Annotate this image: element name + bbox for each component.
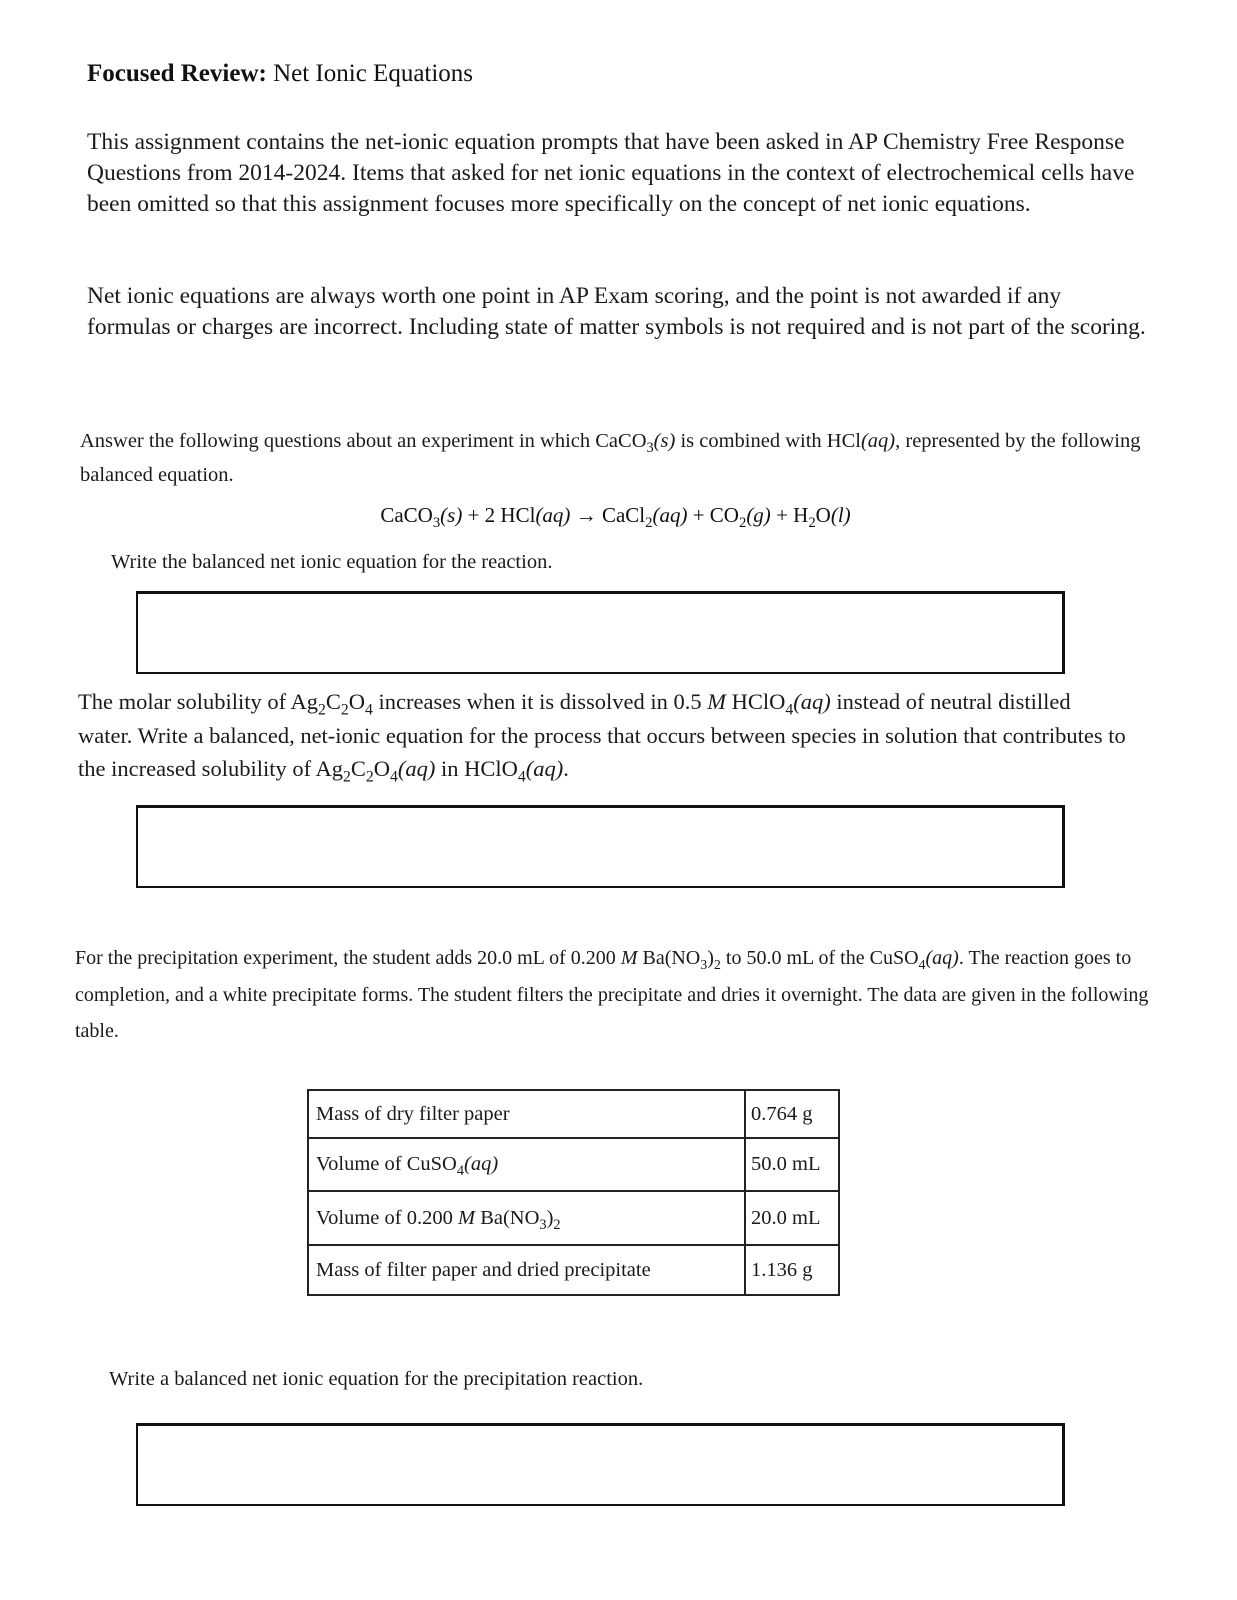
table-row (308, 1191, 839, 1245)
page-title (87, 60, 473, 88)
formula-ag2c2o4-aq: $Ag_2C_2O_4(aq)$ (315, 756, 436, 786)
table-cell-label: Mass of filter paper and dried precipitate (308, 1245, 745, 1295)
page-title-rest: Net Ionic Equations (266, 60, 474, 87)
answer-box-3[interactable] (136, 1423, 1065, 1506)
answer-input-1[interactable] (138, 594, 1062, 672)
reaction-arrow-icon: → (570, 503, 602, 527)
answer-input-3[interactable] (138, 1426, 1062, 1504)
question-3-stem: For the precipitation experiment, the student adds 20.0 mL of 0.200 M $Ba(NO_3)_2$ to 50.0 mL of the CuSO$_4$(aq). The reaction goes to completion, and a white precipitate forms. The student filters the precipitate and dries it overnight. The data are given in the following table. (75, 947, 1149, 1042)
table-cell-value: 50.0 mL (745, 1138, 839, 1191)
question-3-prompt: Write a balanced net ionic equation for the precipitation reaction. (109, 1368, 644, 1390)
formula-caco3: CaCO$_3$(s) (595, 430, 676, 457)
balanced-equation: CaCO$_3$(s) + 2 HCl(aq) → CaCl$_2$(aq) + $CO_2(g) + H_2O(l)$ (380, 503, 851, 532)
formula-cuso4: CuSO$_4$(aq) (869, 947, 959, 973)
table-cell-label: Volume of CuSO$_4$(aq) (308, 1138, 745, 1191)
question-1-prompt: Write the balanced net ionic equation for the reaction. (111, 551, 553, 573)
intro-paragraph-2: Net ionic equations are always worth one point in AP Exam scoring, and the point is not awarded if any formulas or charges are incorrect. Including state of matter symbols is not required and is not part of the scoring. (87, 283, 1146, 340)
table-cell-value: 1.136 g (745, 1245, 839, 1295)
q1-text: , represented by the following balanced equation. (80, 430, 1141, 486)
table-cell-value: 20.0 mL (745, 1191, 839, 1245)
q1-text: is combined with (675, 430, 827, 452)
formula-ag2c2o4: $Ag_2C_2O_4$ (290, 689, 373, 719)
q1-text: Answer the following questions about an experiment in which (80, 430, 596, 452)
answer-input-2[interactable] (138, 808, 1062, 886)
table-cell-label: Mass of dry filter paper (308, 1090, 745, 1138)
table-cell-value: 0.764 g (745, 1090, 839, 1138)
intro-paragraph-1: This assignment contains the net-ionic equation prompts that have been asked in AP Chemistry Free Response Questions from 2014-2024. Items that asked for net ionic equations in the context of electrochemical cells have been omitted so that this assignment focuses more specifically on the concept of net ionic equations. (87, 129, 1135, 217)
answer-box-2[interactable] (136, 805, 1065, 888)
formula-hcl: HCl(aq) (826, 430, 896, 452)
table-row (308, 1138, 839, 1191)
question-1-stem (80, 424, 1180, 492)
question-2-stem: The molar solubility of $Ag_2C_2O_4$ increases when it is dissolved in 0.5 M HClO$_4$(aq) instead of neutral distilled water. Write a balanced, net-ionic equation for the process that occurs between species in solution that contributes to the increased solubility of $Ag_2C_2O_4(aq)$ in HClO$_4$(aq). (78, 689, 1126, 786)
answer-box-1[interactable] (136, 591, 1065, 674)
data-table (307, 1089, 840, 1296)
table-row (308, 1245, 839, 1295)
formula-bano3-2: $Ba(NO_3)_2$ (637, 947, 721, 973)
table-cell-label: Volume of 0.200 M $Ba(NO_3)_2$ (308, 1191, 745, 1245)
formula-hclo4-aq: HClO$_4$(aq) (464, 756, 564, 786)
table-row (308, 1090, 839, 1138)
formula-hclo4: HClO$_4$(aq) (725, 689, 831, 719)
page-title-bold: Focused Review: (87, 60, 267, 87)
